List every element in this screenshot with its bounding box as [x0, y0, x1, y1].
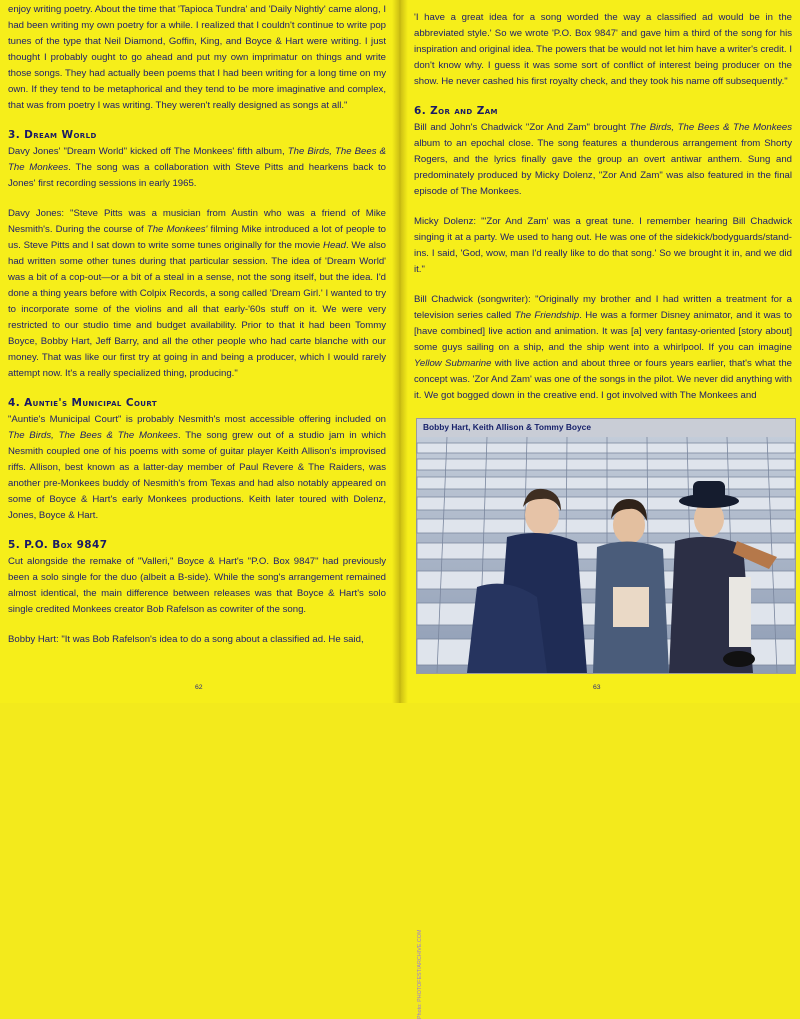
film-title: Yellow Submarine [414, 358, 492, 369]
left-column [8, 2, 386, 662]
paragraph-poetry-quote: enjoy writing poetry. About the time that 'Tapioca Tundra' and 'Daily Nightly' came along, I had been writing my own poetry for a while. I realized that I couldn't continue to write pop tunes of the type that Neil Diamond, Goffin, King, and Boyce & Hart were writing. I just thought I probably ought to go ahead and put my own imprimatur on things and write those songs. They had actually been poems that I had been writing for a long time on my own. If they tend to be metaphorical and they tend to be more imaginative and complex, that was from poetry I was writing. They weren't really designed as songs at all." [8, 4, 386, 111]
album-title: The Birds, The Bees & The Monkees [8, 146, 387, 173]
page-number-right: 63 [593, 684, 601, 691]
heading-dream-world: 3. Dream World [8, 129, 97, 141]
text-run: . The song was a collaboration with Steve Pitts and hearkens back to Jones' first recording sessions in early 1965. [8, 162, 387, 189]
photo-credit: Photo: PHOTOFEST/ARCHIVE.COM [417, 929, 423, 1019]
text-run: Davy Jones' "Dream World" kicked off The Monkees' fifth album, [8, 146, 288, 157]
heading-zor-and-zam: 6. Zor and Zam [414, 105, 498, 117]
left-page [0, 0, 392, 703]
right-page [408, 0, 800, 1019]
photo-caption-band [417, 419, 795, 438]
paragraph-dream-world-intro [8, 144, 386, 192]
photo-caption: Bobby Hart, Keith Allison & Tommy Boyce [423, 422, 591, 432]
paragraph-bobby-hart-quote: Bobby Hart: "It was Bob Rafelson's idea to do a song about a classified ad. He said, [8, 634, 364, 645]
text-run: album to an epochal close. The song features a thunderous arrangement from Shorty Rogers, and the lyrics finally gave the group an overt antiwar anthem. Sung and predominately produced by Micky Dolenz, "Zor And Zam" was also featured in the final episode of The Monkees. [414, 138, 792, 197]
text-run: . We also had written some other tunes during that particular session. The idea of 'Dream World' was a bit of a cop-out—or a bit of a steal in a sense, not the song itself, but the idea. I'd done a thing years before with Colpix Records, a song called 'Dream Girl.' I wanted to try to incorporate some of the violins and all that early-'60s stuff on it. We were very restricted to our studio time and budget availability. Prior to that it had been Tommy Boyce, Bobby Hart, Jeff Barry, and all the other people who had carte blanche with our money. That was like our first try at going in and being a producer, which I would rarely attempt now. It's a really specialized thing, producing." [8, 240, 386, 379]
text-run: Davy Jones: "Steve Pitts was a musician from Austin who was a friend of Mike Nesmith's. During the course of [8, 208, 386, 235]
paragraph-po-box-9847: Cut alongside the remake of "Valleri," Boyce & Hart's "P.O. Box 9847" had previously been a solo single for the duo (albeit a B-side). While the song's arrangement remained almost identical, the main difference between releases was that Boyce & Hart's solo single credited Monkees creator Bob Rafelson as cowriter of the song. [8, 556, 386, 615]
text-run: "Auntie's Municipal Court" is probably Nesmith's most accessible offering included on [8, 414, 386, 425]
album-title: The Birds, The Bees & The Monkees [629, 122, 792, 133]
right-column [414, 10, 792, 418]
heading-po-box-9847: 5. P.O. Box 9847 [8, 539, 108, 551]
text-run: . He was a former Disney animator, and it was to [have combined] live action and animation. It was [a] very fantasy-oriented [story about] some guys sailing on a ship, and the ship went into a whirlpool. If you can imagine [414, 310, 792, 353]
paragraph-classified-ad-quote: 'I have a great idea for a song worded the way a classified ad would be in the abbreviated style.' So we wrote 'P.O. Box 9847' and gave him a third of the song for his inspiration and original idea. The powers that be would not let him have a writer's credit. I don't know why. I guess it was some sort of conflict of interest being producer on the show. He never cashed his first royalty check, and they took his name off subsequently." [414, 12, 792, 87]
show-title: The Monkees' [146, 224, 208, 235]
paragraph-bill-chadwick-quote [414, 292, 792, 404]
text-run: filming Mike introduced a lot of people to us. Steve Pitts and I sat down to write some tunes originally for the movie [8, 224, 386, 251]
paragraph-aunties-municipal-court [8, 412, 386, 524]
movie-title: Head [323, 240, 346, 251]
paragraph-davy-jones-quote [8, 206, 386, 382]
paragraph-micky-dolenz-quote: Micky Dolenz: "'Zor And Zam' was a great tune. I remember hearing Bill Chadwick singing it at a party. We used to hang out. He was one of the sidekick/bodyguards/stand-ins. I said, 'God, wow, man I'd really like to do that song.' So we brought it in, and we did it." [414, 216, 792, 275]
text-run: with live action and about three or fours years earlier, that's what the concept was. 'Zor And Zam' was one of the songs in the pilot. We never did anything with it. We got bogged down in the creative end. I got involved with The Monkees and [414, 358, 793, 401]
heading-aunties-municipal-court: 4. Auntie's Municipal Court [8, 397, 158, 409]
text-run: Bill Chadwick (songwriter): "Originally my brother and I had written a treatment for a television series called [414, 294, 792, 321]
paragraph-zor-and-zam-intro [414, 120, 792, 200]
series-title: The Friendship [514, 310, 580, 321]
album-title: The Birds, The Bees & The Monkees [8, 430, 178, 441]
book-gutter [392, 0, 408, 703]
photo-illustration [417, 437, 795, 673]
page-number-left: 62 [195, 684, 203, 691]
text-run: Bill and John's Chadwick "Zor And Zam" brought [414, 122, 630, 133]
text-run: . The song grew out of a studio jam in which Nesmith coupled one of his poems with some of guitar player Keith Allison's improvised riffs. Allison, best known as a latter-day member of Paul Revere & The Raiders, was another pre-Monkees buddy of Nesmith's from Texas and had also notably appeared on some of Boyce & Hart's early Monkees productions. Keith later toured with Dolenz, Jones, Boyce & Hart. [8, 430, 386, 521]
